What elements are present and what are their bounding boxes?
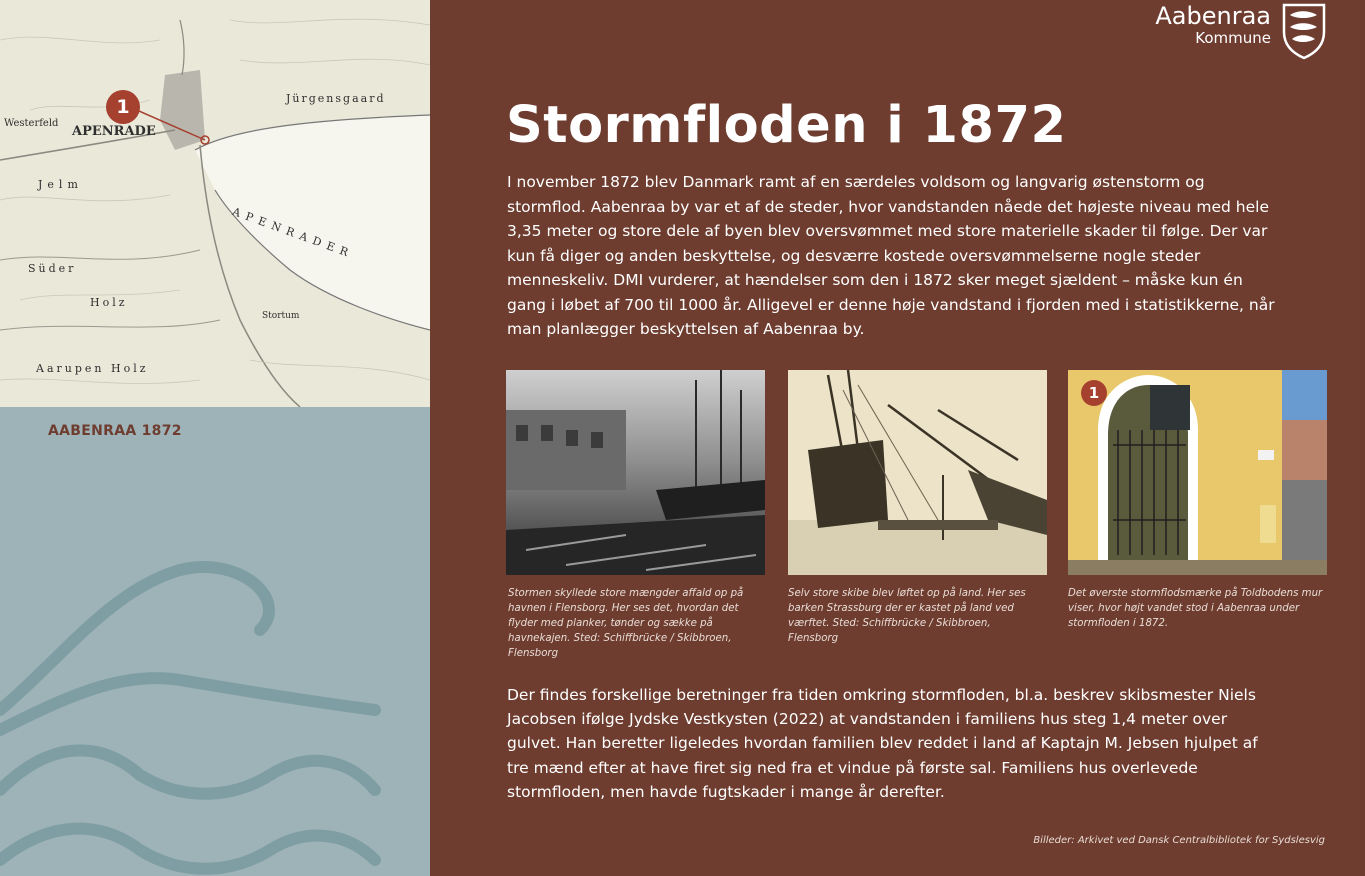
photo-archway	[1068, 370, 1327, 575]
map-label: APENRADE	[72, 124, 156, 139]
intro-text: I november 1872 blev Danmark ramt af en særdeles voldsom og langvarig østenstorm og stormflod. Aabenraa by var et af de steder, hvor vandstanden nåede det højeste niveau med hele 3,35 meter og store dele af byen blev oversvømmet med store materielle skader til følge. Der var kun få diger og anden beskyttelse, og desværre kostede oversvømmelserne nogle steder menneskeliv. DMI vurderer, at hændelser som den i 1872 sker meget sjældent – måske kun én gang i løbet af 700 til 1000 år. Alligevel er denne høje vandstand i fjorden med i statistikkerne, når man planlægger beskyttelsen af Aabenraa by.	[507, 173, 1275, 338]
photo-harbour	[506, 370, 765, 575]
map-label: Süder	[28, 262, 77, 275]
coat-of-arms-icon	[1281, 2, 1327, 60]
body-text: Der findes forskellige beretninger fra tiden omkring stormfloden, bl.a. beskrev skibsmester Niels Jacobsen ifølge Jydske Vestkysten (2022) at vandstanden i familiens hus steg 1,4 meter over gulvet. Han beretter ligeledes hvordan familien blev reddet i land af Kaptajn M. Jebsen hjulpet af tre mænd efter at have firet sig ned fra et vindue på første sal. Familiens hus overlevede stormfloden, men havde fugtskader i mange år derefter.	[507, 686, 1258, 801]
map-label: Jelm	[38, 178, 83, 191]
logo-name: Aabenraa	[1155, 2, 1271, 30]
photo-ship	[788, 370, 1047, 575]
left-column	[0, 0, 430, 876]
wave-illustration	[0, 560, 430, 876]
section-label: AABENRAA 1872	[48, 423, 182, 439]
municipality-logo	[1155, 2, 1327, 60]
map-marker: 1	[106, 90, 140, 124]
photo-caption: Stormen skyllede store mængder affald op på havnen i Flensborg. Her ses det, hvordan det flyder med planker, tønder og sække på havnekajen. Sted: Schiffbrücke / Skibbroen, Flensborg	[508, 588, 744, 659]
map-label: Westerfeld	[4, 118, 59, 129]
logo-sub: Kommune	[1195, 29, 1271, 47]
photo-marker: 1	[1081, 380, 1107, 406]
map-label: Jürgensgaard	[286, 92, 386, 105]
historic-map	[0, 0, 430, 407]
map-label: Stortum	[262, 311, 300, 321]
photo-caption: Det øverste stormflodsmærke på Toldbodens mur viser, hvor højt vandet stod i Aabenraa under stormfloden i 1872.	[1068, 588, 1323, 629]
photo-caption: Selv store skibe blev løftet op på land. Her ses barken Strassburg der er kastet på land ved værftet. Sted: Schiffbrücke / Skibbroen, Flensborg	[788, 588, 1026, 644]
page-title: Stormfloden i 1872	[506, 96, 1067, 155]
map-label: APENRADER	[230, 205, 356, 262]
map-label: Holz	[90, 296, 128, 309]
map-drawing	[0, 0, 430, 407]
image-credit: Billeder: Arkivet ved Dansk Centralbibliotek for Sydslesvig	[1033, 835, 1325, 846]
content-panel	[430, 0, 1365, 876]
map-label: Aarupen Holz	[36, 362, 149, 375]
